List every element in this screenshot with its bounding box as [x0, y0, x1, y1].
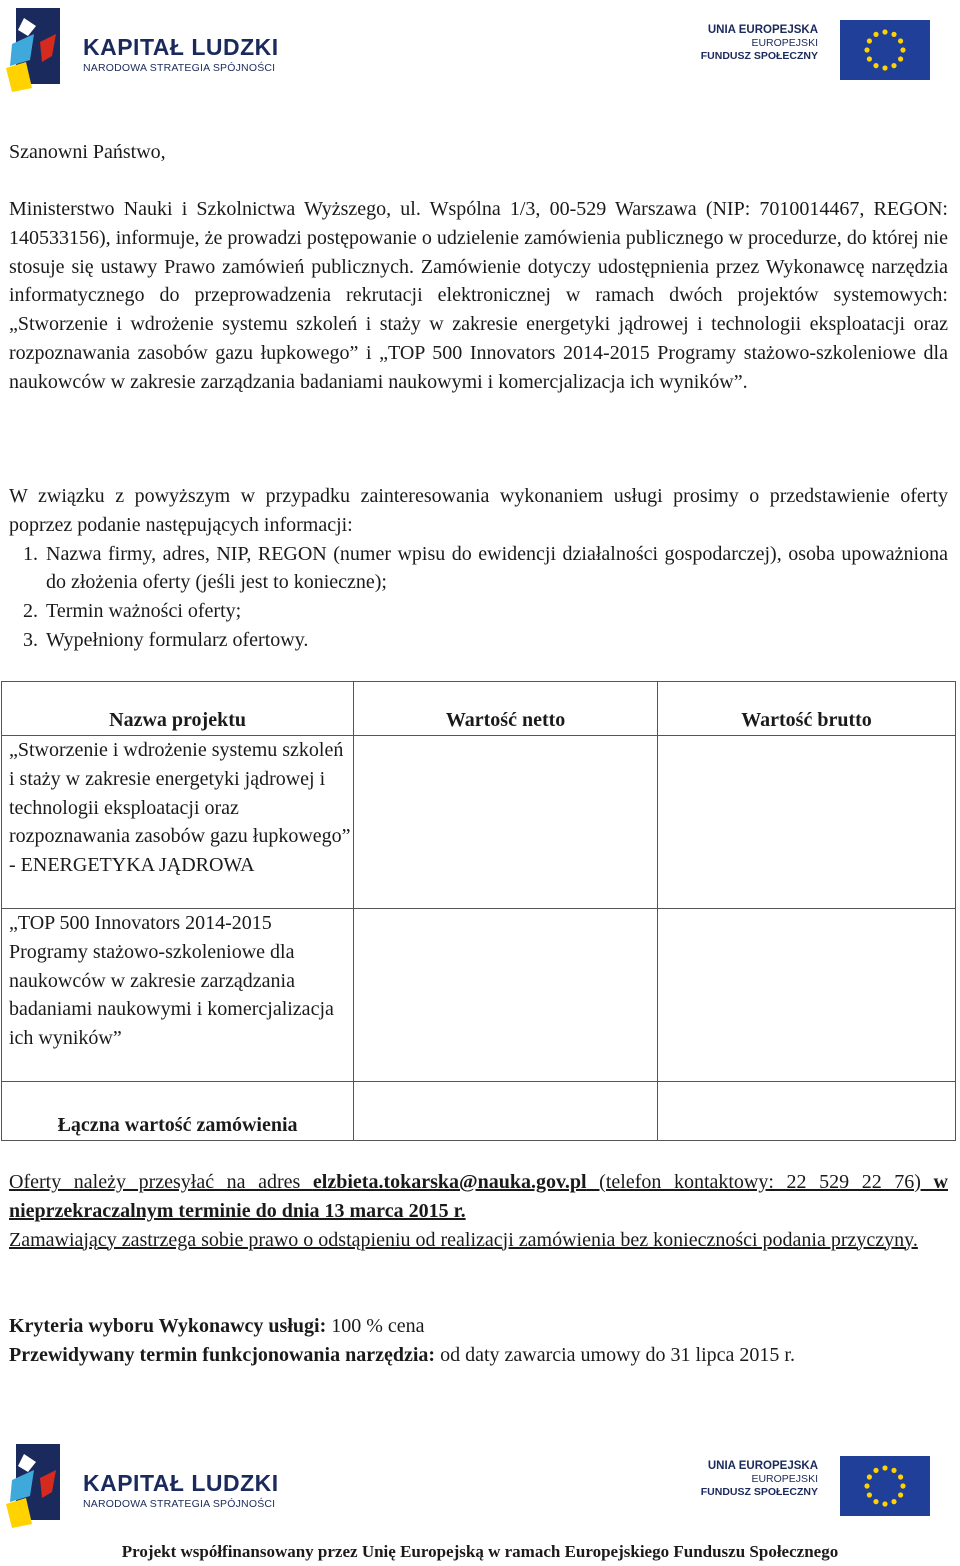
gross-value-cell[interactable] — [658, 736, 956, 909]
project-name-cell: „Stworzenie i wdrożenie systemu szkoleń i staży w zakresie energetyki jądrowej i technologii eksploatacji oraz rozpoznawania zasobów gazu łupkowego” - ENERGETYKA JĄDROWA — [2, 736, 354, 909]
reservation-text: Zamawiający zastrzega sobie prawo o odstąpieniu od realizacji zamówienia bez konieczności podania przyczyny. — [9, 1228, 918, 1251]
intro-text: Ministerstwo Nauki i Szkolnictwa Wyższego, ul. Wspólna 1/3, 00-529 Warszawa (NIP: 7010014467, REGON: 140533156), informuje, że prowadzi postępowanie o udzielenie zamówienia publicznego w procedurze, do której nie stosuje się ustawy Prawo zamówień publicznych. Zamówienie dotyczy udostępnienia przez Wykonawcę narzędzia informatycznego do przeprowadzenia rekrutacji elektronicznej w ramach dwóch projektów systemowych: „Stworzenie i wdrożenie systemu szkoleń i staży w zakresie energetyki jądrowej i technologii eksploatacji oraz rozpoznawania zasobów gazu łupkowego” i „TOP 500 Innovators 2014-2015 Programy stażowo-szkoleniowe dla naukowców w zakresie zarządzania badaniami naukowymi i komercjalizacja ich wyników”. — [9, 198, 948, 393]
kapital-ludzki-subtitle: NARODOWA STRATEGIA SPÓJNOŚCI — [83, 1498, 276, 1510]
kapital-ludzki-logo — [6, 4, 296, 94]
contact-section — [9, 1168, 948, 1254]
eu-logo — [700, 1456, 938, 1516]
contact-prefix: Oferty należy przesyłać na adres — [9, 1171, 313, 1193]
kapital-ludzki-title: KAPITAŁ LUDZKI — [83, 34, 279, 60]
greeting — [9, 138, 948, 167]
kapital-ludzki-title: KAPITAŁ LUDZKI — [83, 1470, 279, 1496]
eu-logo-text — [701, 1460, 818, 1499]
column-header-project-name: Nazwa projektu — [2, 682, 354, 736]
kapital-ludzki-emblem-icon — [6, 4, 70, 94]
criteria-section — [9, 1312, 948, 1370]
column-header-net-value: Wartość netto — [354, 682, 658, 736]
list-item — [9, 540, 948, 598]
gross-value-cell[interactable] — [658, 909, 956, 1082]
footer-logos — [0, 1436, 960, 1536]
greeting-text: Szanowni Państwo, — [9, 141, 166, 163]
request-section — [9, 482, 948, 655]
eu-logo-text — [701, 24, 818, 63]
contact-text — [9, 1168, 948, 1226]
term-label: Przewidywany termin funkcjonowania narzędzia: — [9, 1343, 436, 1366]
kapital-ludzki-subtitle: NARODOWA STRATEGIA SPÓJNOŚCI — [83, 62, 276, 74]
list-item-text: Termin ważności oferty; — [46, 600, 242, 623]
list-item-number: 3. — [23, 628, 38, 651]
total-label-cell: Łączna wartość zamówienia — [2, 1082, 354, 1141]
list-item-number: 2. — [23, 600, 38, 623]
criteria-line — [9, 1312, 948, 1341]
requirements-list — [9, 540, 948, 655]
project-name-cell: „TOP 500 Innovators 2014-2015 Programy stażowo-szkoleniowe dla naukowców w zakresie zarządzania badaniami naukowymi i komercjalizacja ich wyników” — [2, 909, 354, 1082]
list-item-text: Nazwa firmy, adres, NIP, REGON (numer wpisu do ewidencji działalności gospodarczej), osoba upoważniona do złożenia oferty (jeśli jest to konieczne); — [46, 542, 948, 594]
table-header-row — [2, 682, 956, 736]
term-value: od daty zawarcia umowy do 31 lipca 2015 r. — [435, 1343, 795, 1366]
eu-flag-icon — [840, 20, 930, 80]
eu-logo — [700, 20, 938, 80]
table-total-row — [2, 1082, 956, 1141]
contact-phone: (telefon kontaktowy: 22 529 22 76) — [586, 1171, 934, 1193]
kapital-ludzki-emblem-icon — [6, 1440, 70, 1530]
header-logos — [0, 0, 960, 100]
eu-logo-line3: FUNDUSZ SPOŁECZNY — [700, 50, 818, 62]
table-row — [2, 736, 956, 909]
criteria-label: Kryteria wyboru Wykonawcy usługi: — [9, 1315, 327, 1337]
list-item — [9, 626, 948, 655]
eu-logo-line3: FUNDUSZ SPOŁECZNY — [700, 1486, 818, 1498]
kapital-ludzki-logo — [6, 1440, 296, 1530]
eu-flag-icon — [840, 1456, 930, 1516]
eu-logo-line1: UNIA EUROPEJSKA — [707, 1460, 818, 1472]
offer-table — [1, 681, 956, 1141]
list-item — [9, 597, 948, 626]
total-net-cell[interactable] — [354, 1082, 658, 1141]
intro-paragraph — [9, 195, 948, 397]
footer-note: Projekt współfinansowany przez Unię Europejską w ramach Europejskiego Funduszu Społecznego — [121, 1542, 839, 1561]
term-line — [9, 1341, 948, 1370]
net-value-cell[interactable] — [354, 736, 658, 909]
column-header-gross-value: Wartość brutto — [658, 682, 956, 736]
table-row — [2, 909, 956, 1082]
total-gross-cell[interactable] — [658, 1082, 956, 1141]
list-item-text: Wypełniony formularz ofertowy. — [46, 628, 309, 651]
net-value-cell[interactable] — [354, 909, 658, 1082]
contact-deadline: w nieprzekraczalnym terminie do dnia 13 marca 2015 r. — [9, 1171, 948, 1222]
contact-email-link[interactable]: elzbieta.tokarska@nauka.gov.pl — [312, 1171, 587, 1193]
eu-logo-line1: UNIA EUROPEJSKA — [707, 24, 818, 36]
eu-logo-line2: EUROPEJSKI — [751, 1473, 818, 1485]
list-item-number: 1. — [23, 542, 38, 565]
eu-logo-line2: EUROPEJSKI — [751, 37, 818, 49]
criteria-value: 100 % cena — [326, 1315, 425, 1337]
request-text: W związku z powyższym w przypadku zainteresowania wykonaniem usługi prosimy o przedstawienie oferty poprzez podanie następujących informacji: — [9, 485, 948, 536]
